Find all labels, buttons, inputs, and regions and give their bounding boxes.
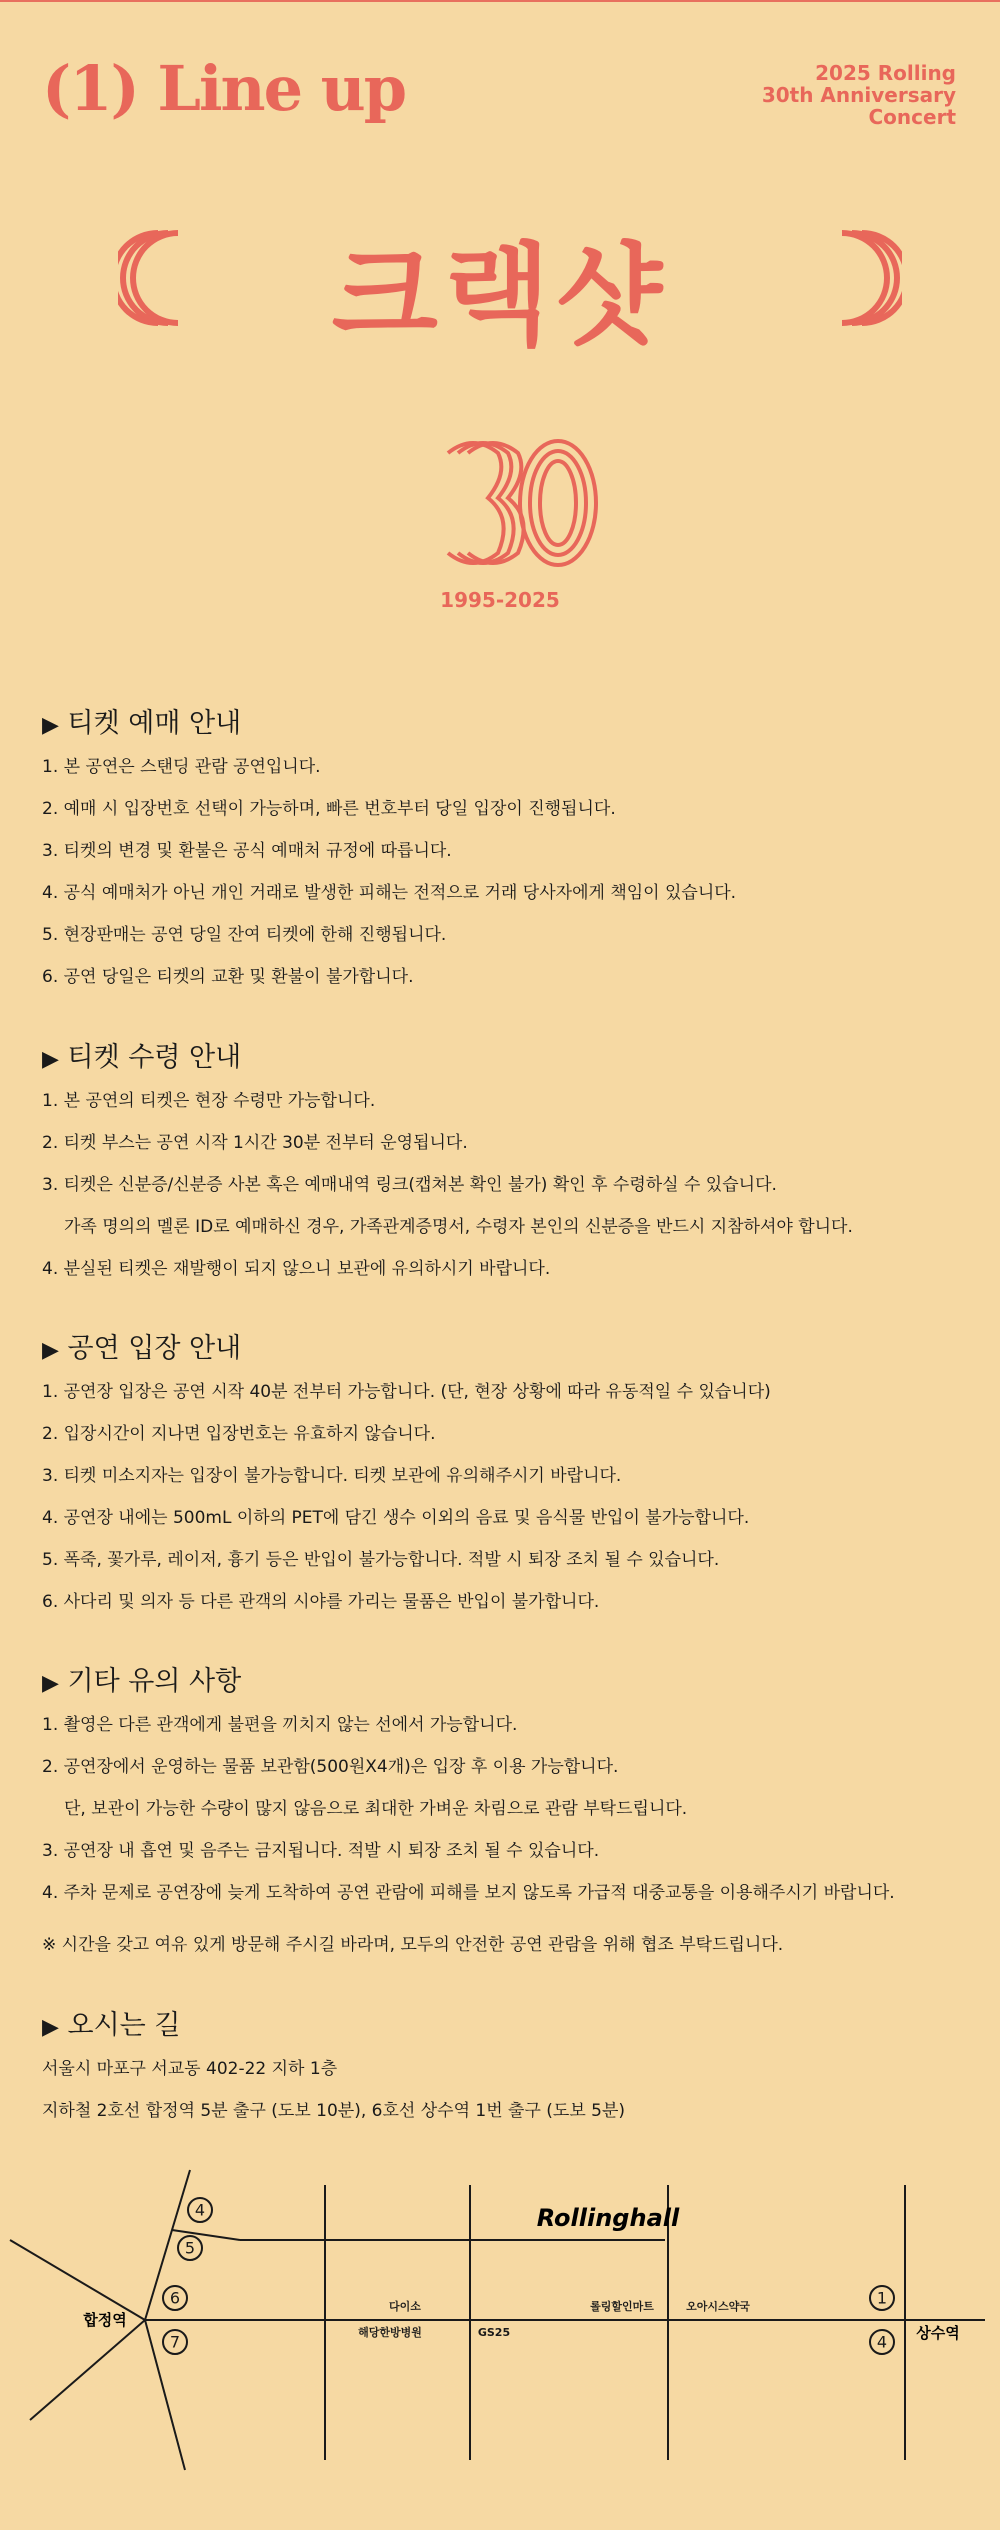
exit-label: 4 bbox=[876, 2332, 888, 2352]
directions-title: 오시는 길 bbox=[67, 2010, 181, 2041]
list-item: 4. 공식 예매처가 아닌 개인 거래로 발생한 피해는 전적으로 거래 당사자에게 책임이 있습니다. bbox=[42, 883, 737, 903]
section-title bbox=[42, 1660, 962, 1704]
list-item: 3. 티켓은 신분증/신분증 사본 혹은 예매내역 링크(캡쳐본 확인 불가) 확인 후 수령하실 수 있습니다. bbox=[42, 1175, 777, 1195]
landmark-label: GS25 bbox=[477, 2326, 511, 2339]
exit-label: 7 bbox=[169, 2332, 181, 2352]
location-map bbox=[0, 2160, 1000, 2500]
years-range: 1995-2025 bbox=[440, 588, 560, 612]
ticket-booking-section bbox=[42, 702, 962, 998]
band-name: 크랙샷 bbox=[331, 232, 669, 360]
list-item: 2. 티켓 부스는 공연 시작 1시간 30분 전부터 운영됩니다. bbox=[42, 1133, 468, 1153]
station-right-label: 상수역 bbox=[916, 2324, 960, 2342]
list-item: 6. 공연 당일은 티켓의 교환 및 환불이 불가합니다. bbox=[42, 967, 414, 987]
list-item-continued: 가족 명의의 멜론 ID로 예매하신 경우, 가족관계증명서, 수령자 본인의 신분증을 반드시 지참하셔야 합니다. bbox=[64, 1217, 853, 1237]
list-item: 3. 공연장 내 흡연 및 음주는 금지됩니다. 적발 시 퇴장 조치 될 수 있습니다. bbox=[42, 1841, 600, 1861]
list-item: 1. 본 공연의 티켓은 현장 수령만 가능합니다. bbox=[42, 1091, 376, 1111]
concert-title-line3: Concert bbox=[868, 105, 956, 129]
list-item: 3. 티켓 미소지자는 입장이 불가능합니다. 티켓 보관에 유의해주시기 바랍니다. bbox=[42, 1466, 622, 1486]
concert-title bbox=[762, 62, 956, 128]
map-road bbox=[145, 2170, 190, 2320]
concert-title-line1: 2025 Rolling bbox=[815, 61, 956, 85]
other-notes-section bbox=[42, 1660, 962, 1966]
map-road bbox=[30, 2320, 145, 2420]
list-item: 4. 분실된 티켓은 재발행이 되지 않으니 보관에 유의하시기 바랍니다. bbox=[42, 1259, 551, 1279]
other-notes-title: 기타 유의 사항 bbox=[67, 1666, 242, 1697]
list-item: 4. 주차 문제로 공연장에 늦게 도착하여 공연 관람에 피해를 보지 않도록 가급적 대중교통을 이용해주시기 바랍니다. bbox=[42, 1883, 895, 1903]
list-item: 2. 예매 시 입장번호 선택이 가능하며, 빠른 번호부터 당일 입장이 진행됩니다. bbox=[42, 799, 616, 819]
list-item: 4. 공연장 내에는 500mL 이하의 PET에 담긴 생수 이외의 음료 및 음식물 반입이 불가능합니다. bbox=[42, 1508, 750, 1528]
triangle-bullet-icon: ▶ bbox=[42, 1338, 59, 1363]
list-item: 2. 공연장에서 운영하는 물품 보관함(500원X4개)은 입장 후 이용 가능합니다. bbox=[42, 1757, 619, 1777]
list-item: 1. 촬영은 다른 관객에게 불편을 끼치지 않는 선에서 가능합니다. bbox=[42, 1715, 518, 1735]
address: 서울시 마포구 서교동 402-22 지하 1층 bbox=[42, 2059, 338, 2079]
list-item: 2. 입장시간이 지나면 입장번호는 유효하지 않습니다. bbox=[42, 1424, 436, 1444]
directions-section bbox=[42, 2004, 962, 2132]
list-item: 1. 본 공연은 스탠딩 관람 공연입니다. bbox=[42, 757, 321, 777]
list-item: 6. 사다리 및 의자 등 다른 관객의 시야를 가리는 물품은 반입이 불가합니다. bbox=[42, 1592, 600, 1612]
section-title bbox=[42, 2004, 962, 2048]
section-title bbox=[42, 1036, 962, 1080]
triangle-bullet-icon: ▶ bbox=[42, 1047, 59, 1072]
lineup-title: (1) Line up bbox=[42, 52, 406, 125]
logo-number: 30 bbox=[522, 510, 524, 511]
entry-title: 공연 입장 안내 bbox=[67, 1333, 242, 1364]
section-title bbox=[42, 1327, 962, 1371]
entry-section bbox=[42, 1327, 962, 1623]
anniversary-30-logo bbox=[428, 428, 618, 583]
triangle-bullet-icon: ▶ bbox=[42, 1671, 59, 1696]
top-divider bbox=[0, 0, 1000, 2]
triangle-bullet-icon: ▶ bbox=[42, 713, 59, 738]
landmark-label: 오아시스약국 bbox=[686, 2300, 750, 2313]
right-bracket-icon bbox=[832, 228, 902, 328]
closing-note: ※ 시간을 갖고 여유 있게 방문해 주시길 바라며, 모두의 안전한 공연 관람을 위해 협조 부탁드립니다. bbox=[42, 1935, 784, 1955]
landmark-label: 다이소 bbox=[389, 2300, 421, 2313]
triangle-bullet-icon: ▶ bbox=[42, 2015, 59, 2040]
ticket-pickup-section bbox=[42, 1036, 962, 1290]
map-road bbox=[10, 2240, 145, 2320]
exit-label: 1 bbox=[876, 2288, 888, 2308]
list-item-continued: 단, 보관이 가능한 수량이 많지 않음으로 최대한 가벼운 차림으로 관람 부탁드립니다. bbox=[64, 1799, 688, 1819]
subway-directions: 지하철 2호선 합정역 5분 출구 (도보 10분), 6호선 상수역 1번 출구 (도보 5분) bbox=[42, 2101, 626, 2121]
ticket-booking-title: 티켓 예매 안내 bbox=[67, 708, 242, 739]
exit-label: 6 bbox=[169, 2288, 181, 2308]
exit-label: 5 bbox=[184, 2238, 196, 2258]
landmark-label: 롤링할인마트 bbox=[590, 2300, 654, 2313]
ticket-pickup-title: 티켓 수령 안내 bbox=[67, 1042, 242, 1073]
list-item: 5. 현장판매는 공연 당일 잔여 티켓에 한해 진행됩니다. bbox=[42, 925, 447, 945]
exit-label: 4 bbox=[194, 2200, 206, 2220]
venue-label: Rollinghall bbox=[536, 2204, 680, 2232]
list-item: 1. 공연장 입장은 공연 시작 40분 전부터 가능합니다. (단, 현장 상황에 따라 유동적일 수 있습니다) bbox=[42, 1382, 771, 1402]
list-item: 3. 티켓의 변경 및 환불은 공식 예매처 규정에 따릅니다. bbox=[42, 841, 452, 861]
landmark-label: 해당한방병원 bbox=[358, 2326, 422, 2339]
list-item: 5. 폭죽, 꽃가루, 레이저, 흉기 등은 반입이 불가능합니다. 적발 시 퇴장 조치 될 수 있습니다. bbox=[42, 1550, 720, 1570]
concert-title-line2: 30th Anniversary bbox=[761, 83, 956, 107]
section-title bbox=[42, 702, 962, 746]
station-left-label: 합정역 bbox=[83, 2311, 127, 2329]
